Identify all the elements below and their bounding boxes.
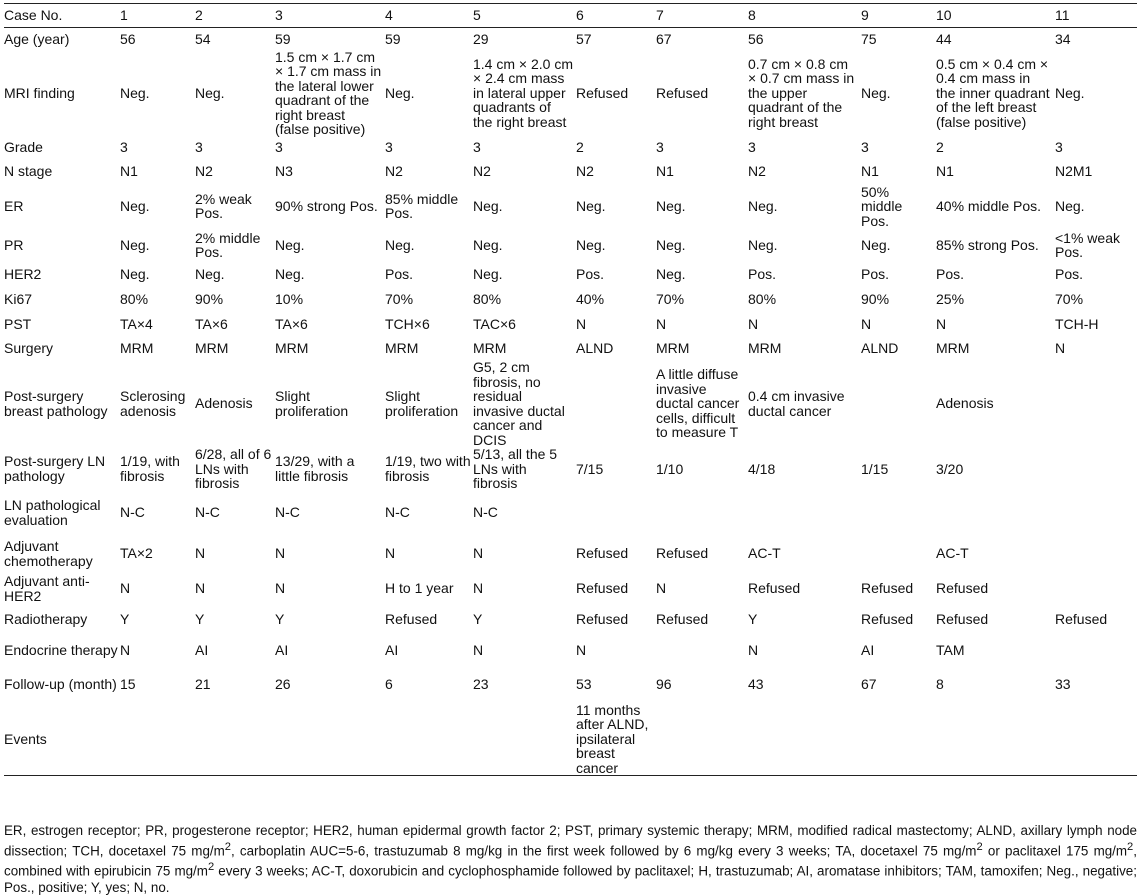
- case-number-header: 2: [195, 4, 275, 28]
- table-cell: Refused: [656, 84, 709, 101]
- table-cell: 23: [473, 676, 489, 693]
- table-cell: 0.5 cm × 0.4 cm × 0.4 cm mass in the inner quadrant of the left breast (false positive): [936, 55, 1050, 130]
- table-cell: Neg.: [275, 236, 305, 253]
- table-cell: N-C: [120, 504, 145, 521]
- table-footnote: [4, 823, 1137, 896]
- table-cell: [1055, 573, 1137, 605]
- table-cell: MRM: [120, 339, 154, 356]
- table-cell: 53: [576, 676, 592, 693]
- table-body: [4, 28, 1137, 776]
- table-cell: Neg.: [385, 236, 415, 253]
- table-cell: [936, 491, 1055, 535]
- table-cell: Neg.: [473, 265, 503, 282]
- table-cell: MRM: [936, 339, 970, 356]
- table-row: [4, 312, 1137, 336]
- table-cell: Pos.: [748, 265, 777, 282]
- table-row: [4, 286, 1137, 312]
- table-cell: [1055, 447, 1137, 491]
- table-cell: TA×6: [275, 315, 308, 332]
- table-cell: N: [656, 315, 667, 332]
- table-cell: 6/28, all of 6 LNs with fibrosis: [195, 447, 272, 491]
- table-cell: N1: [936, 163, 954, 180]
- table-cell: N3: [275, 163, 293, 180]
- table-row: [4, 28, 1137, 50]
- footnote-superscript: 2: [224, 841, 231, 853]
- table-cell: [656, 635, 748, 667]
- table-cell: Refused: [576, 580, 629, 597]
- case-number-header: 5: [473, 4, 576, 28]
- table-row: [4, 635, 1137, 667]
- table-cell: 7/15: [576, 460, 604, 477]
- table-cell: H to 1 year: [385, 580, 454, 597]
- row-label: PR: [4, 236, 24, 253]
- table-cell: N: [1055, 339, 1066, 356]
- table-cell: [473, 703, 576, 776]
- table-cell: Neg.: [275, 265, 305, 282]
- table-cell: 3: [473, 139, 481, 156]
- table-cell: AC-T: [936, 545, 969, 562]
- table-cell: 57: [576, 30, 592, 47]
- table-cell: 3: [861, 139, 869, 156]
- case-number-header: 8: [748, 4, 861, 28]
- table-cell: 29: [473, 30, 489, 47]
- table-cell: N: [936, 315, 947, 332]
- table-cell: 90%: [195, 290, 224, 307]
- table-cell: MRM: [473, 339, 507, 356]
- table-cell: MRM: [275, 339, 309, 356]
- table-cell: [120, 703, 195, 776]
- table-cell: TA×4: [120, 315, 153, 332]
- table-header-row: [4, 4, 1137, 28]
- table-cell: Neg.: [748, 236, 778, 253]
- footnote-text-4: , combined with epirubicin 75 mg/m: [4, 843, 1137, 879]
- table-cell: 25%: [936, 290, 965, 307]
- case-number-header: 11: [1055, 4, 1137, 28]
- table-cell: N2M1: [1055, 163, 1093, 180]
- table-cell: Pos.: [576, 265, 605, 282]
- table-cell: 5/13, all the 5 LNs with fibrosis: [473, 447, 558, 491]
- table-cell: 34: [1055, 30, 1071, 47]
- table-cell: 67: [656, 30, 672, 47]
- table-cell: MRM: [385, 339, 419, 356]
- table-cell: [1055, 703, 1137, 776]
- table-cell: N: [385, 545, 396, 562]
- table-cell: G5, 2 cm fibrosis, no residual invasive ductal cancer and DCIS: [473, 360, 565, 447]
- table-cell: N2: [473, 163, 491, 180]
- table-cell: [936, 703, 1055, 776]
- table-cell: 85% middle Pos.: [385, 190, 459, 222]
- table-cell: 80%: [120, 290, 149, 307]
- table-cell: N: [748, 642, 759, 659]
- table-cell: Refused: [936, 580, 989, 597]
- table-cell: [385, 703, 473, 776]
- table-cell: [195, 703, 275, 776]
- table-cell: Neg.: [748, 198, 778, 214]
- table-cell: Y: [275, 611, 285, 628]
- table-cell: 6: [385, 676, 393, 693]
- table-row: [4, 50, 1137, 137]
- table-cell: AI: [275, 642, 289, 659]
- table-cell: 10%: [275, 290, 304, 307]
- table-cell: AI: [195, 642, 209, 659]
- table-cell: Pos.: [1055, 265, 1084, 282]
- table-cell: 2: [936, 139, 944, 156]
- table-cell: 3: [195, 139, 203, 156]
- table-cell: 3: [656, 139, 664, 156]
- table-cell: Neg.: [473, 198, 503, 214]
- table-cell: Y: [120, 611, 130, 628]
- table-cell: 44: [936, 30, 952, 47]
- table-cell: [275, 703, 385, 776]
- table-cell: Neg.: [1055, 198, 1085, 214]
- table-cell: Pos.: [385, 265, 414, 282]
- table-cell: Neg.: [120, 236, 150, 253]
- table-cell: [1055, 360, 1137, 447]
- table-cell: Neg.: [656, 198, 686, 214]
- table-cell: Neg.: [1055, 84, 1085, 101]
- table-cell: Pos.: [861, 265, 890, 282]
- table-cell: N-C: [473, 504, 498, 521]
- table-cell: 13/29, with a little fibrosis: [275, 453, 355, 484]
- row-label: Radiotherapy: [4, 611, 88, 628]
- table-cell: Neg.: [120, 84, 150, 101]
- table-cell: TA×6: [195, 315, 228, 332]
- table-cell: 40% middle Pos.: [936, 198, 1042, 214]
- table-row: [4, 535, 1137, 573]
- table-cell: 59: [385, 30, 401, 47]
- table-cell: 85% strong Pos.: [936, 236, 1039, 253]
- case-number-header: 1: [120, 4, 195, 28]
- table-cell: 0.7 cm × 0.8 cm × 0.7 cm mass in the upper quadrant of the right breast: [748, 55, 855, 130]
- table-cell: 11 months after ALND, ipsilateral breast cancer: [576, 703, 656, 776]
- table-cell: Neg.: [195, 265, 225, 282]
- table-cell: Neg.: [195, 84, 225, 101]
- table-cell: 1/19, with fibrosis: [120, 453, 180, 484]
- table-cell: N-C: [275, 504, 300, 521]
- table-cell: 1.4 cm × 2.0 cm × 2.4 cm mass in lateral upper quadrants of the right breast: [473, 55, 573, 130]
- table-cell: N: [861, 315, 872, 332]
- table-cell: 67: [861, 676, 877, 693]
- table-cell: N: [275, 545, 286, 562]
- table-row: [4, 491, 1137, 535]
- table-cell: 1/19, two with fibrosis: [385, 453, 471, 484]
- table-cell: 75: [861, 30, 877, 47]
- table-cell: [861, 491, 936, 535]
- table-cell: Refused: [936, 611, 989, 628]
- table-row: [4, 360, 1137, 447]
- table-cell: N: [120, 580, 131, 597]
- table-cell: N: [473, 545, 484, 562]
- row-label: Grade: [4, 139, 43, 156]
- row-label: ER: [4, 198, 24, 214]
- table-cell: Y: [473, 611, 483, 628]
- table-cell: 3: [275, 139, 283, 156]
- table-cell: ALND: [861, 339, 899, 356]
- table-cell: Neg.: [861, 236, 891, 253]
- table-cell: [861, 360, 936, 447]
- table-cell: 4/18: [748, 460, 776, 477]
- footnote-superscript: 2: [1127, 841, 1134, 853]
- table-cell: 1/15: [861, 460, 889, 477]
- table-cell: 96: [656, 676, 672, 693]
- table-cell: N: [656, 580, 667, 597]
- table-cell: 54: [195, 30, 211, 47]
- row-label: Surgery: [4, 339, 54, 356]
- footnote-superscript: 2: [976, 841, 983, 853]
- table-row: [4, 447, 1137, 491]
- table-cell: Refused: [385, 611, 438, 628]
- table-cell: N: [275, 580, 286, 597]
- table-cell: Refused: [1055, 611, 1108, 628]
- table-cell: 1/10: [656, 460, 684, 477]
- table-cell: 40%: [576, 290, 605, 307]
- table-cell: Neg.: [473, 236, 503, 253]
- table-cell: [576, 491, 656, 535]
- table-cell: Adenosis: [936, 395, 994, 412]
- row-label: PST: [4, 315, 32, 332]
- table-cell: 3: [385, 139, 393, 156]
- footnote-text-3: or paclitaxel 175 mg/m: [982, 843, 1128, 859]
- table-cell: TAM: [936, 642, 965, 659]
- table-row: [4, 667, 1137, 703]
- case-number-header: 4: [385, 4, 473, 28]
- table-cell: Y: [748, 611, 758, 628]
- table-row: [4, 336, 1137, 360]
- table-cell: 56: [120, 30, 136, 47]
- case-number-header: 9: [861, 4, 936, 28]
- row-label: Adjuvant anti-HER2: [4, 573, 90, 604]
- table-cell: 33: [1055, 676, 1071, 693]
- table-cell: Refused: [748, 580, 801, 597]
- table-cell: [576, 360, 656, 447]
- table-cell: N1: [861, 163, 879, 180]
- table-cell: N1: [120, 163, 138, 180]
- table-cell: N2: [748, 163, 766, 180]
- table-row: [4, 159, 1137, 185]
- table-cell: AC-T: [748, 545, 781, 562]
- table-cell: 59: [275, 30, 291, 47]
- table-cell: TAC×6: [473, 315, 516, 332]
- table-cell: N2: [195, 163, 213, 180]
- table-row: [4, 185, 1137, 229]
- table-cell: 15: [120, 676, 136, 693]
- table-cell: Sclerosing adenosis: [120, 388, 186, 419]
- row-label: Adjuvant chemotherapy: [4, 538, 93, 569]
- table-cell: [861, 535, 936, 573]
- table-cell: 80%: [473, 290, 502, 307]
- table-cell: N2: [385, 163, 403, 180]
- table-cell: 2% weak Pos.: [195, 190, 252, 222]
- table-cell: MRM: [748, 339, 782, 356]
- table-row: [4, 228, 1137, 262]
- clinical-case-table: [4, 3, 1137, 776]
- row-label: Age (year): [4, 30, 70, 47]
- table-cell: Neg.: [120, 198, 150, 214]
- table-cell: 50% middle Pos.: [861, 184, 903, 228]
- table-cell: TCH×6: [385, 315, 430, 332]
- table-cell: [656, 703, 748, 776]
- table-cell: N: [120, 642, 131, 659]
- table-cell: Adenosis: [195, 395, 253, 412]
- table-cell: TA×2: [120, 545, 153, 562]
- table-cell: 1.5 cm × 1.7 cm × 1.7 cm mass in the lateral lower quadrant of the right breast (false positive): [275, 49, 382, 137]
- table-cell: 90%: [861, 290, 890, 307]
- table-cell: N: [748, 315, 759, 332]
- table-cell: Refused: [656, 611, 709, 628]
- table-cell: N: [576, 642, 587, 659]
- footnote-superscript: 2: [207, 861, 215, 874]
- table-cell: [1055, 491, 1137, 535]
- table-cell: N: [473, 580, 484, 597]
- table-cell: 21: [195, 676, 211, 693]
- table-cell: N: [473, 642, 484, 659]
- table-cell: 0.4 cm invasive ductal cancer: [748, 388, 845, 419]
- table-row: [4, 137, 1137, 159]
- table-cell: 80%: [748, 290, 777, 307]
- row-label: Post-surgery breast pathology: [4, 388, 108, 419]
- footnote-text-5: every 3 weeks; AC-T, doxorubicin and cyclophosphamide followed by paclitaxel; H, trastuzumab; AI, aromatase inhibitors; TAM, tamoxifen; Neg., negative; Pos., positive; Y, yes; N, no.: [4, 863, 1137, 895]
- table-cell: N: [195, 545, 206, 562]
- table-cell: TCH-H: [1055, 315, 1099, 332]
- table-cell: [748, 703, 861, 776]
- table-cell: Pos.: [936, 265, 965, 282]
- table-cell: AI: [385, 642, 399, 659]
- case-number-header: 10: [936, 4, 1055, 28]
- table-cell: Refused: [576, 84, 629, 101]
- case-number-header: 6: [576, 4, 656, 28]
- table-cell: MRM: [656, 339, 690, 356]
- table-cell: Neg.: [576, 236, 606, 253]
- table-cell: Neg.: [576, 198, 606, 214]
- table-cell: Refused: [861, 580, 914, 597]
- table-cell: Y: [195, 611, 205, 628]
- row-label-header: Case No.: [4, 4, 120, 28]
- table-cell: Refused: [656, 545, 709, 562]
- table-cell: <1% weak Pos.: [1055, 229, 1120, 260]
- table-cell: 3: [120, 139, 128, 156]
- row-label: Events: [4, 703, 120, 776]
- row-label: HER2: [4, 265, 42, 282]
- table-cell: ALND: [576, 339, 614, 356]
- table-cell: 8: [936, 676, 944, 693]
- table-cell: Neg.: [120, 265, 150, 282]
- table-cell: A little diffuse invasive ductal cancer cells, difficult to measure T: [656, 366, 740, 441]
- table-cell: [748, 491, 861, 535]
- table-cell: 70%: [385, 290, 414, 307]
- table-cell: [656, 491, 748, 535]
- table-row: [4, 703, 1137, 776]
- footnote-text-1: ER, estrogen receptor; PR, progesterone receptor; HER2, human epidermal growth factor 2; PST, primary systemic therapy; MRM, modified radical mastectomy; ALND, axillary lymph node dissection; TCH, docetaxel 75 mg/m: [4, 823, 1137, 859]
- footnote-text-2: , carboplatin AUC=5-6, trastuzumab 8 mg/kg in the first week followed by 6 mg/kg every 3 weeks; TA, docetaxel 75 mg/m: [230, 843, 977, 859]
- table-cell: AI: [861, 642, 875, 659]
- table-cell: 2% middle Pos.: [195, 229, 261, 260]
- row-label: Ki67: [4, 290, 33, 307]
- table-cell: N: [576, 315, 587, 332]
- table-cell: 26: [275, 676, 291, 693]
- table-cell: 43: [748, 676, 764, 693]
- table-cell: 3/20: [936, 460, 964, 477]
- row-label: LN pathological evaluation: [4, 497, 101, 528]
- case-number-header: 3: [275, 4, 385, 28]
- table-cell: [1055, 535, 1137, 573]
- case-number-header: 7: [656, 4, 748, 28]
- row-label: Endocrine therapy: [4, 642, 118, 659]
- table-cell: Neg.: [385, 84, 415, 101]
- table-cell: 3: [1055, 139, 1063, 156]
- table-cell: 90% strong Pos.: [275, 198, 378, 214]
- table-row: [4, 262, 1137, 286]
- table-cell: N-C: [195, 504, 220, 521]
- table-cell: N-C: [385, 504, 410, 521]
- table-cell: Neg.: [861, 84, 891, 101]
- table-cell: N2: [576, 163, 594, 180]
- table-cell: Neg.: [656, 265, 686, 282]
- table-cell: Refused: [861, 611, 914, 628]
- table-cell: Slight proliferation: [275, 388, 349, 419]
- table-cell: Slight proliferation: [385, 388, 459, 419]
- table-cell: 3: [748, 139, 756, 156]
- table-row: [4, 605, 1137, 635]
- table-cell: MRM: [195, 339, 229, 356]
- table-cell: Refused: [576, 611, 629, 628]
- row-label: Post-surgery LN pathology: [4, 453, 106, 484]
- table-cell: 70%: [1055, 290, 1084, 307]
- table-cell: [861, 703, 936, 776]
- table-cell: [1055, 635, 1137, 667]
- row-label: N stage: [4, 163, 53, 180]
- table-cell: N1: [656, 163, 674, 180]
- table-cell: 2: [576, 139, 584, 156]
- table-row: [4, 573, 1137, 605]
- table-cell: N: [195, 580, 206, 597]
- table-cell: 70%: [656, 290, 685, 307]
- table-cell: Refused: [576, 545, 629, 562]
- table-cell: Neg.: [656, 236, 686, 253]
- row-label: Follow-up (month): [4, 676, 117, 693]
- row-label: MRI finding: [4, 84, 75, 101]
- table-cell: 56: [748, 30, 764, 47]
